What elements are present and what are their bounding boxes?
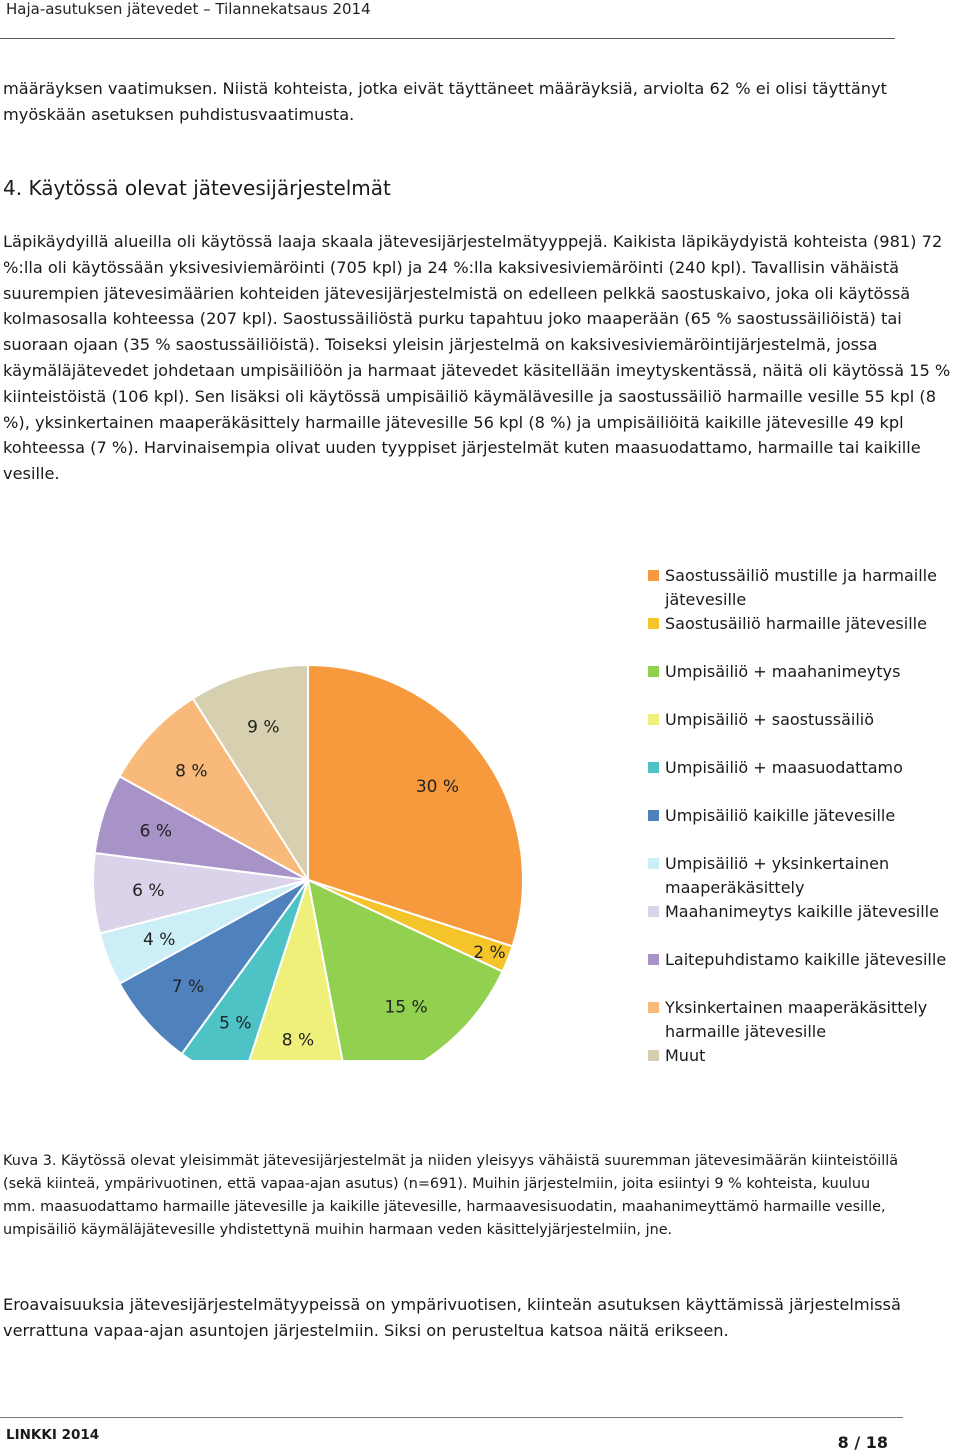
pie-data-label: 9 % (247, 717, 280, 738)
pie-data-label: 8 % (281, 1030, 315, 1051)
legend-label: Laitepuhdistamo kaikille jätevesille (665, 950, 947, 969)
legend-swatch (648, 618, 659, 629)
figure-caption: Kuva 3. Käytössä olevat yleisimmät jätevesijärjestelmät ja niiden yleisyys vähäistä suuremman jätevesimäärän kiinteistöillä (sekä kiinteä, ympärivuotinen, että vapaa-ajan asutus) (n=691). Muihin järjestelmiin, joita esiintyi 9 % kohteista, kuuluu mm. maasuodattamo harmaille jätevesille ja kaikille jätevesille, harmaavesisuodatin, maahanimeyttämö harmaille vesille, umpisäiliö käymäläjätevesille yhdistettynä muihin harmaan veden käsittelyjärjestelmiin, jne. (3, 1153, 899, 1238)
legend-label: Maahanimeytys kaikille jätevesille (665, 902, 939, 921)
footer-publisher: LINKKI 2014 (6, 1427, 100, 1443)
legend-label: Yksinkertainen maaperäkäsittely harmaille jätevesille (665, 998, 928, 1041)
legend-label: Muut (665, 1046, 706, 1065)
legend-swatch (648, 714, 659, 725)
pie-data-label: 8 % (175, 761, 208, 782)
pie-data-label: 30 % (415, 776, 460, 797)
legend-swatch (648, 1050, 659, 1061)
legend-swatch (648, 906, 659, 917)
running-header: Haja-asutuksen jätevedet – Tilannekatsaus 2014 (6, 0, 371, 18)
pie-data-label: 6 % (132, 881, 165, 902)
pie-data-label: 5 % (219, 1013, 252, 1034)
legend-label: Saostussäiliö mustille ja harmaille jätevesille (665, 566, 937, 609)
paragraph-intro: määräyksen vaatimuksen. Niistä kohteista, jotka eivät täyttäneet määräyksiä, arviolta 62 % ei olisi täyttänyt myöskään asetuksen puhdistusvaatimusta. (3, 79, 887, 124)
legend-label: Umpisäiliö kaikille jätevesille (665, 806, 896, 825)
pie-data-label: 7 % (171, 976, 205, 997)
legend-swatch (648, 858, 659, 869)
legend-swatch (648, 1002, 659, 1013)
section-heading: 4. Käytössä olevat jätevesijärjestelmät (3, 176, 391, 200)
pie-data-label: 15 % (384, 997, 428, 1018)
legend-swatch (648, 762, 659, 773)
pie-chart (0, 540, 640, 1060)
legend-label: Saostusäiliö harmaille jätevesille (665, 614, 927, 633)
legend-label: Umpisäiliö + maasuodattamo (665, 758, 903, 777)
page-number: 8 / 18 (837, 1433, 888, 1452)
legend-swatch (648, 810, 659, 821)
pie-data-label: 2 % (473, 942, 506, 963)
paragraph-differences: Eroavaisuuksia jätevesijärjestelmätyypeissä on ympärivuotisen, kiinteän asutuksen käyttämissä järjestelmissä verrattuna vapaa-ajan asuntojen järjestelmiin. Siksi on perusteltua katsoa näitä erikseen. (3, 1295, 901, 1340)
legend-swatch (648, 954, 659, 965)
legend-label: Umpisäiliö + yksinkertainen maaperäkäsittely (665, 854, 890, 897)
header-divider (0, 38, 895, 39)
paragraph-systems: Läpikäydyillä alueilla oli käytössä laaja skaala jätevesijärjestelmätyyppejä. Kaikista läpikäydyistä kohteista (981) 72 %:lla oli käytössään yksivesiviemäröinti (705 kpl) ja 24 %:lla kaksivesiviemäröinti (240 kpl). Tavallisin vähäistä suurempien jätevesimäärien kohteiden jätevesijärjestelmistä on edelleen pelkkä saostuskaivo, joka oli käytössä kolmasosalla kohteessa (207 kpl). Saostussäiliöstä purku tapahtuu joko maaperään (65 % saostussäiliöistä) tai suoraan ojaan (35 % saostussäiliöistä). Toiseksi yleisin järjestelmä on kaksivesiviemäröintijärjestelmä, jossa käymäläjätevedet johdetaan umpisäiliöön ja harmaat jätevedet käsitellään imeytyskentässä, näitä oli käytössä 15 % kiinteistöistä (106 kpl). Sen lisäksi oli käytössä umpisäiliö käymälävesille ja saostussäiliö harmaille vesille 55 kpl (8 %), yksinkertainen maaperäkäsittely harmaille jätevesille 56 kpl (8 %) ja umpisäiliöitä kaikille jätevesille 49 kpl kohteessa (7 %). Harvinaisempia olivat uuden tyyppiset järjestelmät kuten maasuodattamo, harmaille tai kaikille vesille. (3, 232, 951, 484)
footer-divider (0, 1417, 903, 1418)
legend-swatch (648, 666, 659, 677)
pie-data-label: 6 % (139, 821, 173, 842)
legend-swatch (648, 570, 659, 581)
pie-data-label: 4 % (143, 929, 176, 950)
legend-label: Umpisäiliö + saostussäiliö (665, 710, 875, 729)
legend-label: Umpisäiliö + maahanimeytys (665, 662, 901, 681)
